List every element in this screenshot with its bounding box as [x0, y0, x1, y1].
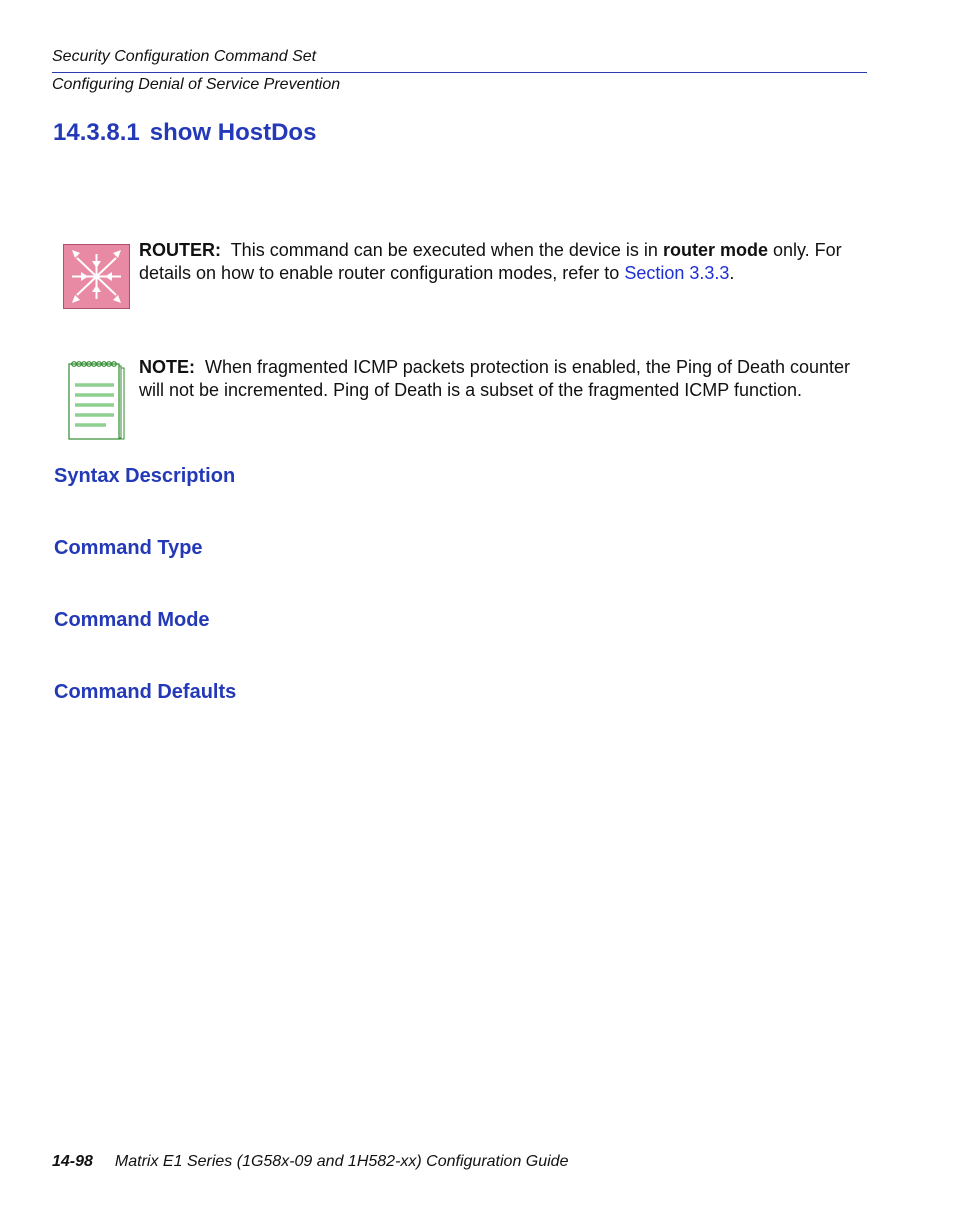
router-text-3: .: [729, 262, 735, 283]
command-type-heading: Command Type: [54, 537, 203, 559]
header-chapter: Security Configuration Command Set: [52, 48, 317, 65]
footer-title: Matrix E1 Series (1G58x-09 and 1H582-xx) Configuration Guide: [114, 1153, 569, 1170]
note-callout: [139, 356, 854, 401]
section-title-text: show HostDos: [149, 119, 317, 146]
command-defaults-heading: Command Defaults: [54, 681, 237, 703]
router-mode-bold: router mode: [662, 240, 768, 260]
router-icon: [63, 244, 130, 309]
router-text-1: This command can be executed when the device is in: [230, 240, 658, 260]
header-rule: [52, 72, 867, 73]
command-mode-heading: Command Mode: [54, 609, 210, 631]
note-label: NOTE:: [139, 357, 195, 377]
syntax-description-heading: Syntax Description: [54, 465, 236, 487]
page-footer: [52, 1153, 568, 1171]
section-link[interactable]: Section 3.3.3: [624, 262, 730, 283]
header-section: Configuring Denial of Service Prevention: [52, 76, 341, 93]
router-text-2: only. For details on how to enable router configuration modes, refer to: [139, 240, 842, 283]
page-number: 14-98: [52, 1153, 93, 1170]
router-note: [139, 239, 854, 284]
note-text: When fragmented ICMP packets protection is enabled, the Ping of Death counter will not be incremented. Ping of Death is a subset of the fragmented ICMP function.: [139, 357, 851, 400]
page-title: [53, 119, 316, 147]
section-number: 14.3.8.1: [53, 119, 140, 146]
router-label: ROUTER:: [139, 240, 221, 260]
note-icon: [68, 361, 128, 441]
